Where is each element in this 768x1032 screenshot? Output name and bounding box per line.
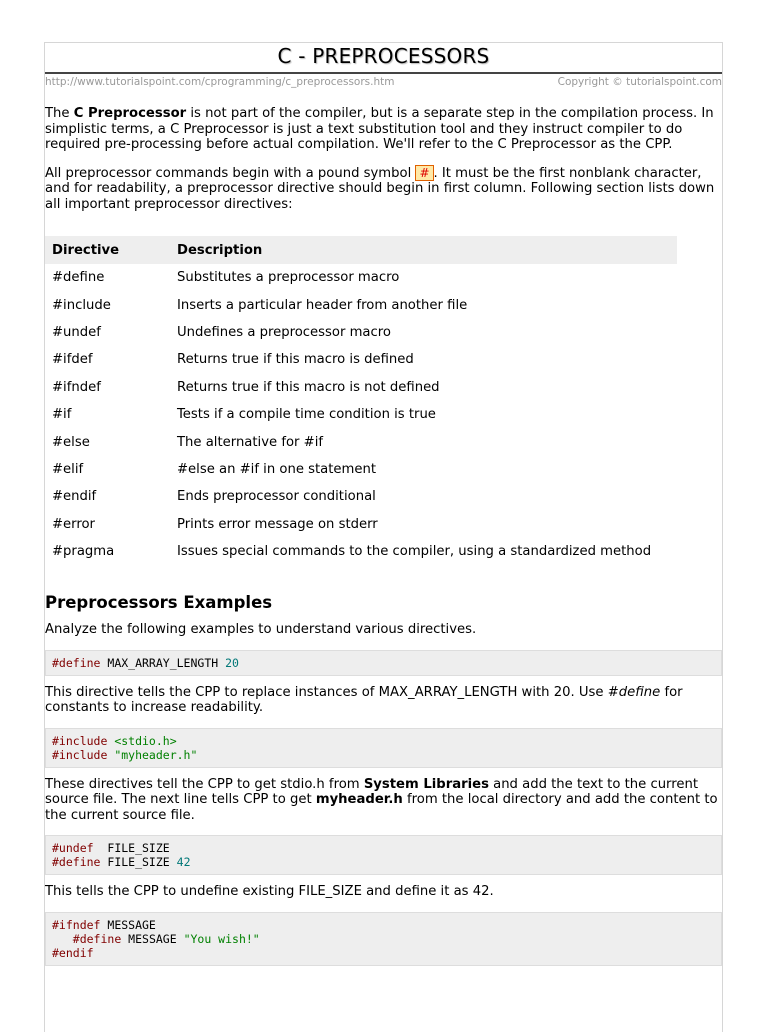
code-block-include: #include <stdio.h> #include "myheader.h" — [45, 728, 722, 768]
description-cell: Prints error message on stderr — [177, 516, 378, 532]
table-row — [45, 428, 677, 455]
table-row — [45, 401, 677, 428]
table-row — [45, 374, 677, 401]
directive-cell: #error — [52, 516, 95, 532]
section-heading: Preprocessors Examples — [45, 593, 273, 613]
table-row — [45, 483, 677, 510]
description-cell: Ends preprocessor conditional — [177, 489, 376, 505]
column-header-description: Description — [177, 242, 263, 258]
table-header-row — [45, 236, 677, 264]
description-cell: Inserts a particular header from another file — [177, 297, 468, 313]
define-explanation: This directive tells the CPP to replace instances of MAX_ARRAY_LENGTH with 20. Use #define for constants to increase readability. — [45, 684, 683, 716]
code-block-undef: #undef FILE_SIZE #define FILE_SIZE 42 — [45, 835, 722, 875]
source-url[interactable]: http://www.tutorialspoint.com/cprogramming/c_preprocessors.htm — [45, 76, 395, 88]
code-block-ifndef: #ifndef MESSAGE #define MESSAGE "You wish!" #endif — [45, 912, 722, 966]
term-c-preprocessor: C Preprocessor — [73, 106, 187, 121]
directive-cell: #undef — [52, 324, 101, 340]
directive-cell: #include — [52, 297, 111, 313]
intro-paragraph: The C Preprocessor is not part of the compiler, but is a separate step in the compilation process. In simplistic terms, a C Preprocessor is just a text substitution tool and they instruct compiler to do required pre-processing before actual compilation. We'll refer to the C Preprocessor as the CPP. — [45, 106, 714, 152]
description-cell: Returns true if this macro is defined — [177, 352, 414, 368]
description-cell: Undefines a preprocessor macro — [177, 324, 391, 340]
table-row — [45, 291, 677, 318]
description-cell: Returns true if this macro is not defined — [177, 379, 440, 395]
directives-table — [45, 236, 677, 565]
description-cell: The alternative for #if — [177, 434, 324, 450]
table-row — [45, 511, 677, 538]
description-cell: Tests if a compile time condition is true — [177, 407, 436, 423]
table-row — [45, 319, 677, 346]
directive-cell: #define — [52, 270, 105, 286]
examples-intro: Analyze the following examples to understand various directives. — [45, 622, 477, 638]
directive-cell: #ifdef — [52, 352, 93, 368]
directive-cell: #ifndef — [52, 379, 101, 395]
undef-explanation: This tells the CPP to undefine existing FILE_SIZE and define it as 42. — [45, 884, 494, 900]
directive-cell: #pragma — [52, 544, 115, 560]
include-explanation: These directives tell the CPP to get stdio.h from System Libraries and add the text to the current source file. The next line tells CPP to get myheader.h from the local directory and add the content to the current source file. — [45, 776, 718, 823]
description-cell: #else an #if in one statement — [177, 461, 377, 477]
source-bar — [45, 74, 722, 92]
table-row — [45, 264, 677, 291]
directive-cell: #if — [52, 407, 72, 423]
directive-cell: #else — [52, 434, 90, 450]
page-title: C - PREPROCESSORS — [277, 44, 490, 68]
copyright-notice: Copyright © tutorialspoint.com — [557, 76, 722, 88]
directive-cell: #elif — [52, 461, 84, 477]
table-row — [45, 538, 677, 565]
directive-paragraph: All preprocessor commands begin with a pound symbol # . It must be the first nonblank character, and for readability, a preprocessor directive should begin in first column. Following section lists down all important preprocessor directives: — [45, 165, 715, 212]
pound-symbol-highlight: # — [415, 165, 433, 181]
table-row — [45, 346, 677, 373]
directive-cell: #endif — [52, 489, 97, 505]
table-row — [45, 456, 677, 483]
column-header-directive: Directive — [52, 242, 120, 258]
document-page — [44, 42, 723, 1032]
article-body — [45, 106, 722, 966]
description-cell: Issues special commands to the compiler, using a standardized method — [177, 544, 652, 560]
description-cell: Substitutes a preprocessor macro — [177, 270, 400, 286]
code-block-define: #define MAX_ARRAY_LENGTH 20 — [45, 650, 722, 676]
